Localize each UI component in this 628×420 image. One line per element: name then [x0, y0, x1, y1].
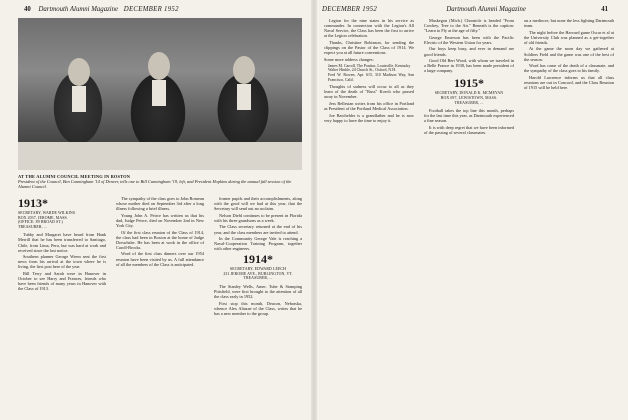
paragraph: Some more address changes:	[324, 56, 374, 62]
paragraph: Good Old Bert Wood, with whom we traveled in a Belle France in 1938, has been made president of a large company.	[424, 58, 514, 74]
left-magazine-title: Dartmouth Alumni Magazine	[38, 6, 119, 13]
right-magazine-title: Dartmouth Alumni Magazine	[446, 6, 526, 13]
paragraph: former pupils and their accomplishments, along with the good will we had at this year, that the Secretary will send out an acclaim.	[214, 196, 302, 212]
paragraph: In the Community George Vale is reaching a Naval-Cooperation Training Program, together with other engineers.	[214, 236, 302, 252]
paragraph: Word has come of the death of a classmate, and the sympathy of the class goes to his family.	[524, 63, 614, 74]
paragraph: Word of the first class dinners over our 1954 reunion have been visited by us. A full attendance of all the members of the Class is anticipated.	[116, 251, 204, 267]
left-column-3	[214, 196, 302, 418]
paragraph: First stop this month, Deacon, Nebraska, whence Alex Aliazae of the Class, writes that he has a new member to the group.	[214, 300, 302, 316]
paragraph: Legion for the nine states in his service as commander. In connection with the Legion's All Naval Service, the Class has been the first to arrive at the Legion celebration.	[324, 18, 414, 39]
list-item: Fred W. Bowen, Apt. 615, 310 Madison Way, San Francisco, Calif.	[328, 72, 414, 82]
list-item: James M. Carroll, The Pontiac, Louisville, Kentucky	[328, 63, 411, 68]
photo-caption	[18, 174, 302, 190]
class-heading-1915: 1915*	[454, 76, 484, 91]
right-column-3	[524, 18, 614, 418]
left-column-2	[116, 196, 204, 418]
paragraph: Southern planner George Wrem sent the first news from his arrival at the town where he is living, the first post here of the year.	[18, 254, 106, 270]
right-column-2	[424, 18, 514, 418]
list-item: Walter Hinkle, 24 Church St., Oxford, N.H.	[328, 68, 396, 73]
left-page-number: 40	[24, 6, 31, 13]
paragraph: The Stanley Wells, Amer. Tube & Stamping Pittsfield, were first brought to the attention of all the class early in 1952.	[214, 283, 302, 299]
paragraph: Our boys keep busy, and ever in demand are good friends.	[424, 46, 514, 57]
page-gutter	[311, 0, 317, 420]
paragraph: Young John A. Peirce has written us that his dad, Judge Peirce, died on November 2nd in New York City.	[116, 212, 204, 228]
class-heading-1913: 1913*	[18, 196, 48, 210]
class-1914-secretary: SECRETARY, EDWARD LEECH 231 JEROME AVE., BURLINGTON, VT. TREASURER, ...	[223, 266, 293, 281]
address-change-list	[328, 64, 414, 82]
paragraph: Muskegon (Mich.) Chronicle is headed "From Cowbey, Tree to the Air." Beneath is the caption: "Learn to Fly at the age of fifty."	[424, 18, 514, 34]
right-running-header	[322, 6, 614, 13]
photo-caption-lead: AT THE ALUMNI COUNCIL MEETING IN BOSTON	[18, 174, 131, 179]
class-1915-secretary: SECRETARY, DONALD K. MCMEYAN BOX 697, LEWISTOWN, MASS. TREASURER, ...	[434, 91, 504, 105]
left-column-1	[18, 196, 106, 418]
left-issue: DECEMBER 1952	[123, 6, 179, 13]
paragraph: Harold Lawrence informs us that all class reunions are out in Concord, and the Class Reunion of 1915 will be held here.	[524, 74, 614, 91]
paragraph: Football takes the top line this month, perhaps for the last time this year, as Dartmouth experienced a fine season.	[424, 108, 514, 124]
alumni-council-photo	[18, 18, 302, 170]
right-column-1	[324, 18, 414, 418]
paragraph: on a mediocre, but none the less fighting Dartmouth team.	[524, 18, 614, 29]
class-heading-1914: 1914*	[243, 251, 273, 266]
paragraph: Nelson Diehl continues to be present in Florida with his three grandsons as a week.	[214, 212, 302, 223]
paragraph: The night before the Harvard game Oscar et al at the University Club was planned as a get-together of old friends.	[524, 29, 614, 45]
right-page-number: 41	[601, 6, 608, 13]
paragraph: Of the first class reunion of the Class of 1914, the class had been in Boston at the home of Judge Dreuchsler. He has been at work in the office of Caroll-Brocks.	[116, 229, 204, 250]
paragraph: Jess Bellesian writes from his office in Portland as President of the Portland Medical Association.	[324, 100, 414, 111]
paragraph: Bill Terry and Sarah were in Hanover in October to see Harry and Frances, friends who have been friends of many years in Hanover with the Class of 1913.	[18, 271, 106, 292]
photo-caption-text: President of the Council, Ben Cunningham '14 of Denver, tells one to Bill Cunningham '19, left, and President Hopkins during the annual fall session of the Alumni Council.	[18, 179, 292, 190]
class-1913-secretary: SECRETARY, WARDE WILKINS BOX 2037, JEROME, MASS. (OFFICE: 89 BROAD ST.) TREASURER, ...	[18, 211, 76, 229]
paragraph: Joe Batchelder is a grandfather and he is now very happy to have the time to enjoy it.	[324, 112, 414, 123]
paragraph: It is with deep regret that we have been informed of the passing of several classmates.	[424, 125, 514, 136]
paragraph: Thanks, Christine Robinson, for sending the clippings on the Pastor of the Class of 1914. We expect you at all future conventions.	[324, 39, 414, 56]
paragraph: The sympathy of the class goes to John Romean whose mother died on September 3rd after a long illness following a brief illness.	[116, 196, 204, 212]
paragraph: George Emerson has been with the Pacific Electric of the Western Union for years.	[424, 34, 514, 45]
paragraph: The Class secretary returned at the end of his year, and the class members are invited to attend.	[214, 224, 302, 235]
paragraph: Thoughts of sadness will occur to all as they learn of the death of "Russ" Koech who passed away in November.	[324, 84, 414, 100]
right-issue: DECEMBER 1952	[322, 6, 378, 13]
left-running-header	[18, 6, 179, 13]
paragraph: At the game the noon day we gathered at Soldiers Field and the game was one of the best of the season.	[524, 46, 614, 62]
paragraph: Tubby and Margaret have heard from Hank Merrill that he has been transferred to Santiago, Chile, from Lima, Peru, but was hard at work and received since the last notice.	[18, 232, 106, 253]
